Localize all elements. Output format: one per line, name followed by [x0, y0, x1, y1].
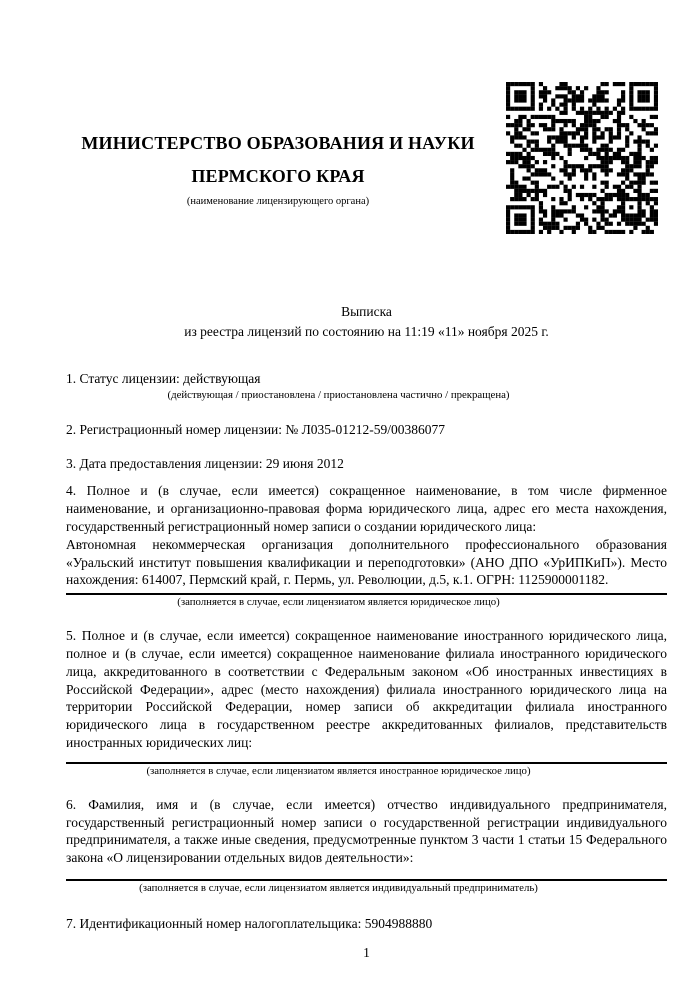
status-options-note: (действующая / приостановлена / приостановлена частично / прекращена) [167, 388, 510, 401]
document-body [66, 0, 667, 962]
fill-note-legal-entity: (заполняется в случае, если лицензиатом является юридическое лицо) [177, 596, 500, 609]
field-foreign-entity-info [66, 627, 667, 779]
field-grant-date [66, 455, 667, 473]
field-grant-date-text: 3. Дата предоставления лицензии: 29 июня 2012 [66, 455, 344, 471]
page-number: 1 [363, 944, 370, 960]
document-title-line1: Выписка [341, 304, 392, 319]
fill-note-individual-entrepreneur: (заполняется в случае, если лицензиатом является индивидуальный предприниматель) [139, 881, 538, 894]
ministry-name-line2: ПЕРМСКОГО КРАЯ [191, 166, 365, 186]
field-taxpayer-number-text: 7. Идентификационный номер налогоплательщика: 5904988880 [66, 915, 433, 931]
field-license-status-text: 1. Статус лицензии: действующая [66, 371, 261, 386]
ministry-caption: (наименование лицензирующего органа) [186, 196, 370, 207]
document-title [66, 302, 667, 341]
field-taxpayer-number [66, 915, 667, 933]
field-legal-entity-info [66, 482, 667, 610]
field-registration-number [66, 421, 667, 439]
field-individual-entrepreneur-text: 6. Фамилия, имя и (в случае, если имеется) отчество индивидуального предпринимателя, государственный регистрационный номер записи о государственной регистрации индивидуального предпринимателя, а также иные сведения, предусмотренные пунктом 3 части 1 статьи 15 Федерального закона «О лицензировании отдельных видов деятельности»: [66, 796, 667, 866]
field-registration-number-text: 2. Регистрационный номер лицензии: № Л035-01212-59/00386077 [66, 421, 446, 437]
field-individual-entrepreneur-info [66, 796, 667, 896]
fill-note-foreign-entity: (заполняется в случае, если лицензиатом является иностранное юридическое лицо) [146, 764, 531, 777]
field-foreign-entity-text: 5. Полное и (в случае, если имеется) сокращенное наименование иностранного юридического лица, полное и (в случае, если имеется) сокращенное наименование филиала иностранного юридического лица, аккредитованного в соответствии с Федеральным законом «Об иностранных инвестициях в Российской Федерации», адрес (место нахождения) филиала иностранного юридического лица на территории Российской Федерации, номер записи об аккредитации филиала иностранного юридического лица в государственном реестре аккредитованных филиалов, представительств иностранных юридических лиц: [66, 628, 667, 750]
field-legal-entity-text: 4. Полное и (в случае, если имеется) сокращенное наименование, в том числе фирменное наименование, и организационно-правовая форма юридического лица, адрес его места нахождения, государственный регистрационный номер записи о создании юридического лица: [66, 483, 667, 534]
document-title-line2: из реестра лицензий по состоянию на 11:19 «11» ноября 2025 г. [184, 323, 549, 339]
legal-entity-value: Автономная некоммерческая организация дополнительного профессионального образования «Уральский институт повышения квалификации и переподготовки» (АНО ДПО «УрИПКиП»). Место нахождения: 614007, Пермский край, г. Пермь, ул. Революции, д.5, к.1. ОГРН: 1125900001182. [66, 536, 667, 588]
field-license-status [66, 370, 667, 403]
ministry-name-line1: МИНИСТЕРСТВО ОБРАЗОВАНИЯ И НАУКИ [81, 133, 475, 153]
